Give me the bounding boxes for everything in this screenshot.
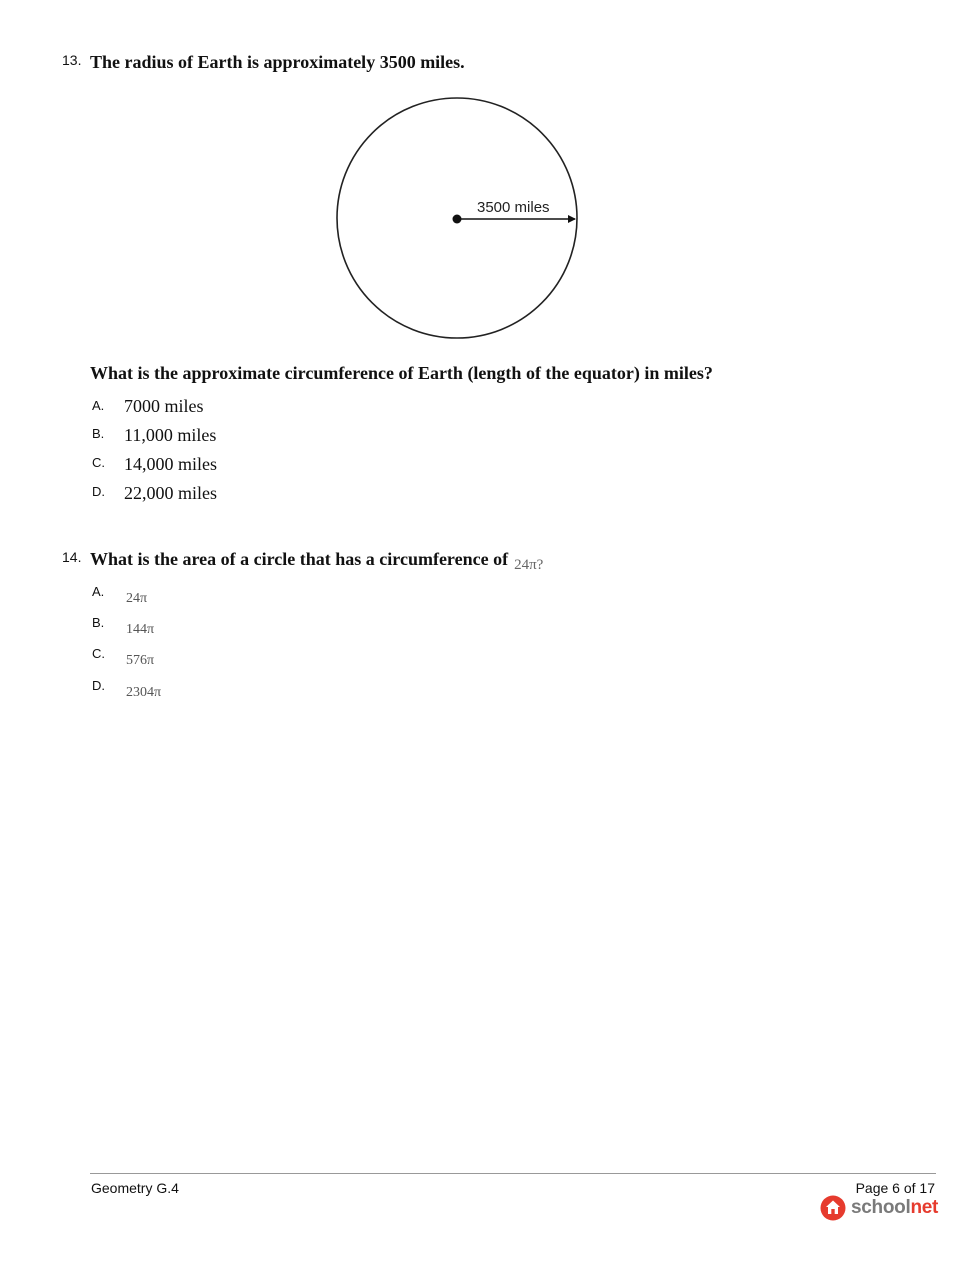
option-d-letter: D. (92, 678, 105, 693)
schoolnet-logo (820, 1193, 938, 1223)
option-d-letter: D. (92, 484, 105, 499)
question-prompt: What is the approximate circumference of Earth (length of the equator) in miles? (90, 363, 713, 383)
circle-figure (330, 92, 590, 344)
option-b-letter: B. (92, 426, 105, 441)
brand-text-school: school (851, 1197, 911, 1218)
question-number: 13. (62, 52, 82, 68)
option-a-text[interactable]: 24π (126, 591, 148, 606)
question-stem (90, 549, 544, 573)
footer-page-number: Page 6 of 17 (855, 1180, 935, 1196)
house-icon (820, 1195, 846, 1221)
radius-label: 3500 miles (477, 199, 550, 216)
question-stem-math: 24π? (514, 557, 544, 573)
option-a-text[interactable]: 7000 miles (124, 396, 204, 416)
option-c-letter: C. (92, 455, 105, 470)
question-number: 14. (62, 549, 82, 565)
option-d-text[interactable]: 2304π (126, 685, 162, 700)
option-c-letter: C. (92, 646, 105, 661)
question-stem: The radius of Earth is approximately 3500 miles. (90, 52, 465, 72)
option-a-letter: A. (92, 398, 105, 413)
footer-divider (90, 1173, 936, 1174)
option-a-letter: A. (92, 584, 105, 599)
option-b-letter: B. (92, 615, 105, 630)
brand-text-net: net (910, 1197, 939, 1218)
option-c-text[interactable]: 576π (126, 653, 155, 668)
question-stem-text: What is the area of a circle that has a circumference of (90, 549, 509, 569)
option-d-text[interactable]: 22,000 miles (124, 483, 217, 503)
option-b-text[interactable]: 11,000 miles (124, 425, 217, 445)
option-c-text[interactable]: 14,000 miles (124, 454, 217, 474)
option-b-text[interactable]: 144π (126, 622, 155, 637)
footer-course: Geometry G.4 (91, 1180, 179, 1196)
